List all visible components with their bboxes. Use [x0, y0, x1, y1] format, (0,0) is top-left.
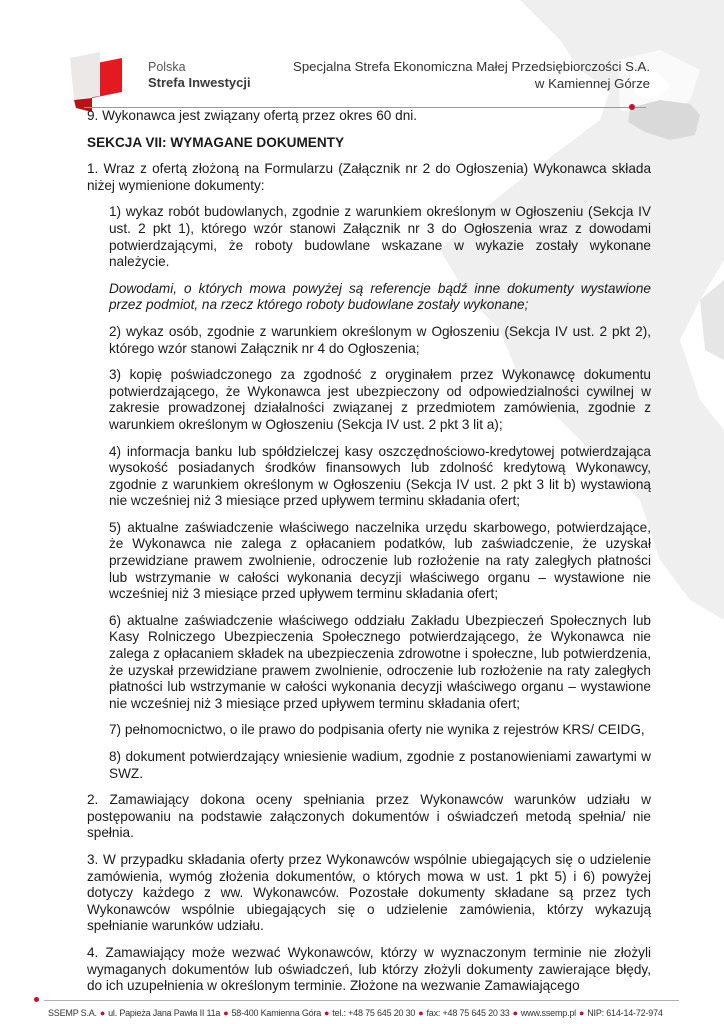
bullet-icon: ● [578, 1008, 585, 1018]
company-name [293, 58, 650, 92]
list-item: 6) aktualne zaświadczenie właściwego oddziału Zakładu Ubezpieczeń Społecznych lub Kasy Rolniczego Ubezpieczenia Społecznego potwierdzającego, że Wykonawca nie zalega z opłacaniem składek na ubezpieczenia zdrowotne i społeczne, lub potwierdzenia, że uzyskał przewidziane prawem zwolnienie, odroczenie lub rozłożenie na raty zaległych płatności lub wstrzymanie w całości wykonania decyzji właściwego organu – wystawione nie wcześniej niż 3 miesiące przed upływem terminu składania ofert; [109, 612, 651, 711]
footer-divider [44, 1000, 679, 1001]
list-item: 1) wykaz robót budowlanych, zgodnie z warunkiem określonym w Ogłoszeniu (Sekcja IV ust. 2 pkt 1), którego wzór stanowi Załącznik nr 3 do Ogłoszenia wraz z dowodami potwierdzającymi, że roboty budowlane wskazane w wykazie zostały wykonane należycie. [109, 204, 651, 270]
footer-tel: tel.: +48 75 645 20 30 [332, 1008, 416, 1018]
paragraph-1: 1. Wraz z ofertą złożoną na Formularzu (Załącznik nr 2 do Ogłoszenia) Wykonawca składa niżej wymienione dokumenty: [87, 161, 651, 193]
list-item: 3) kopię poświadczonego za zgodność z oryginałem przez Wykonawcę dokumentu potwierdzającego, że Wykonawca jest ubezpieczony od odpowiedzialności cywilnej w zakresie prowadzonej działalności związanej z przedmiotem zamówienia, zgodnie z warunkiem określonym w Ogłoszeniu (Sekcja IV ust. 2 pkt 3 lit a); [109, 367, 651, 432]
page-header [0, 0, 724, 110]
list-item: 2) wykaz osób, zgodnie z warunkiem określonym w Ogłoszeniu (Sekcja IV ust. 2 pkt 2), którego wzór stanowi Załącznik nr 4 do Ogłoszenia; [109, 323, 651, 356]
paragraph-4: 4. Zamawiający może wezwać Wykonawców, którzy w wyznaczonym terminie nie złożyli wymaganych dokumentów lub oświadczeń, lub którzy złożyli dokumenty zawierające błędy, do ich uzupełnienia w określonym terminie. Złożone na wezwanie Zamawiającego [87, 944, 651, 994]
paragraph-offer-validity: 9. Wykonawca jest związany ofertą przez okres 60 dni. [87, 108, 418, 123]
list-item: 4) informacja banku lub spółdzielczej kasy oszczędnościowo-kredytowej potwierdzająca wysokość posiadanych środków finansowych lub zdolność kredytową Wykonawcy, zgodnie z warunkiem określonym w Ogłoszeniu (Sekcja IV ust. 2 pkt 3 lit b) wystawioną nie wcześniej niż 3 miesiące przed upływem terminu składania ofert; [109, 443, 651, 509]
company-name-line1: Specjalna Strefa Ekonomiczna Małej Przedsiębiorczości S.A. [293, 59, 650, 74]
footer-nip: NIP: 614-14-72-974 [587, 1008, 663, 1018]
page-footer [0, 996, 724, 1024]
polska-strefa-inwestycji-logo [70, 48, 136, 112]
bullet-icon: ● [418, 1008, 424, 1018]
list-item-note: Dowodami, o których mowa powyżej są referencje bądź inne dokumenty wystawione przez podmiot, na rzecz którego roboty budowlane zostały wykonane; [109, 280, 651, 313]
logo-text [148, 60, 251, 91]
footer-contact-line [48, 1008, 663, 1018]
footer-dot-icon [34, 997, 39, 1002]
paragraph-2: 2. Zamawiający dokona oceny spełniania przez Wykonawców warunków udziału w postępowaniu na podstawie załączonych dokumentów i oświadczeń metodą spełnia/ nie spełnia. [87, 792, 651, 841]
bullet-icon: ● [223, 1008, 229, 1018]
list-item: 7) pełnomocnictwo, o ile prawo do podpisania oferty nie wynika z rejestrów KRS/ CEIDG, [109, 722, 645, 738]
bullet-icon: ● [512, 1008, 518, 1018]
document-body [87, 108, 651, 1005]
footer-address: ul. Papieża Jana Pawła II 11a [108, 1008, 221, 1018]
company-name-line2: w Kamiennej Górze [534, 76, 650, 91]
logo-line-polska: Polska [148, 60, 186, 74]
footer-website-link[interactable]: www.ssemp.pl [520, 1008, 576, 1018]
logo-line-strefa: Strefa Inwestycji [148, 75, 251, 90]
list-item: 8) dokument potwierdzający wniesienie wadium, zgodnie z postanowieniami zawartymi w SWZ. [109, 749, 651, 781]
footer-city: 58-400 Kamienna Góra [231, 1008, 322, 1018]
bullet-icon: ● [99, 1008, 106, 1018]
paragraph-3: 3. W przypadku składania oferty przez Wykonawców wspólnie ubiegających się o udzielenie zamówienia, wymóg złożenia dokumentów, o których mowa w ust. 1 pkt 5) i 6) powyżej dotyczy każdego z ww. Wykonawców. Pozostałe dokumenty składane są przez tych Wykonawców wspólnie ubiegających się o udzielenie zamówienia, którzy wykazują spełnianie warunków udziału. [87, 851, 651, 934]
section-heading: SEKCJA VII: WYMAGANE DOKUMENTY [87, 134, 345, 150]
bullet-icon: ● [324, 1008, 330, 1018]
list-item: 5) aktualne zaświadczenie właściwego naczelnika urzędu skarbowego, potwierdzające, że Wykonawca nie zalega z opłacaniem podatków, lub zaświadczenie, że uzyskał przewidziane prawem zwolnienie, odroczenie lub rozłożenie na raty zaległych płatności lub wstrzymanie w całości wykonania decyzji właściwego organu – wystawione nie wcześniej niż 3 miesiące przed upływem terminu składania ofert; [109, 519, 651, 602]
footer-fax: fax: +48 75 645 20 33 [426, 1008, 510, 1018]
footer-company: SSEMP S.A. [48, 1008, 97, 1018]
